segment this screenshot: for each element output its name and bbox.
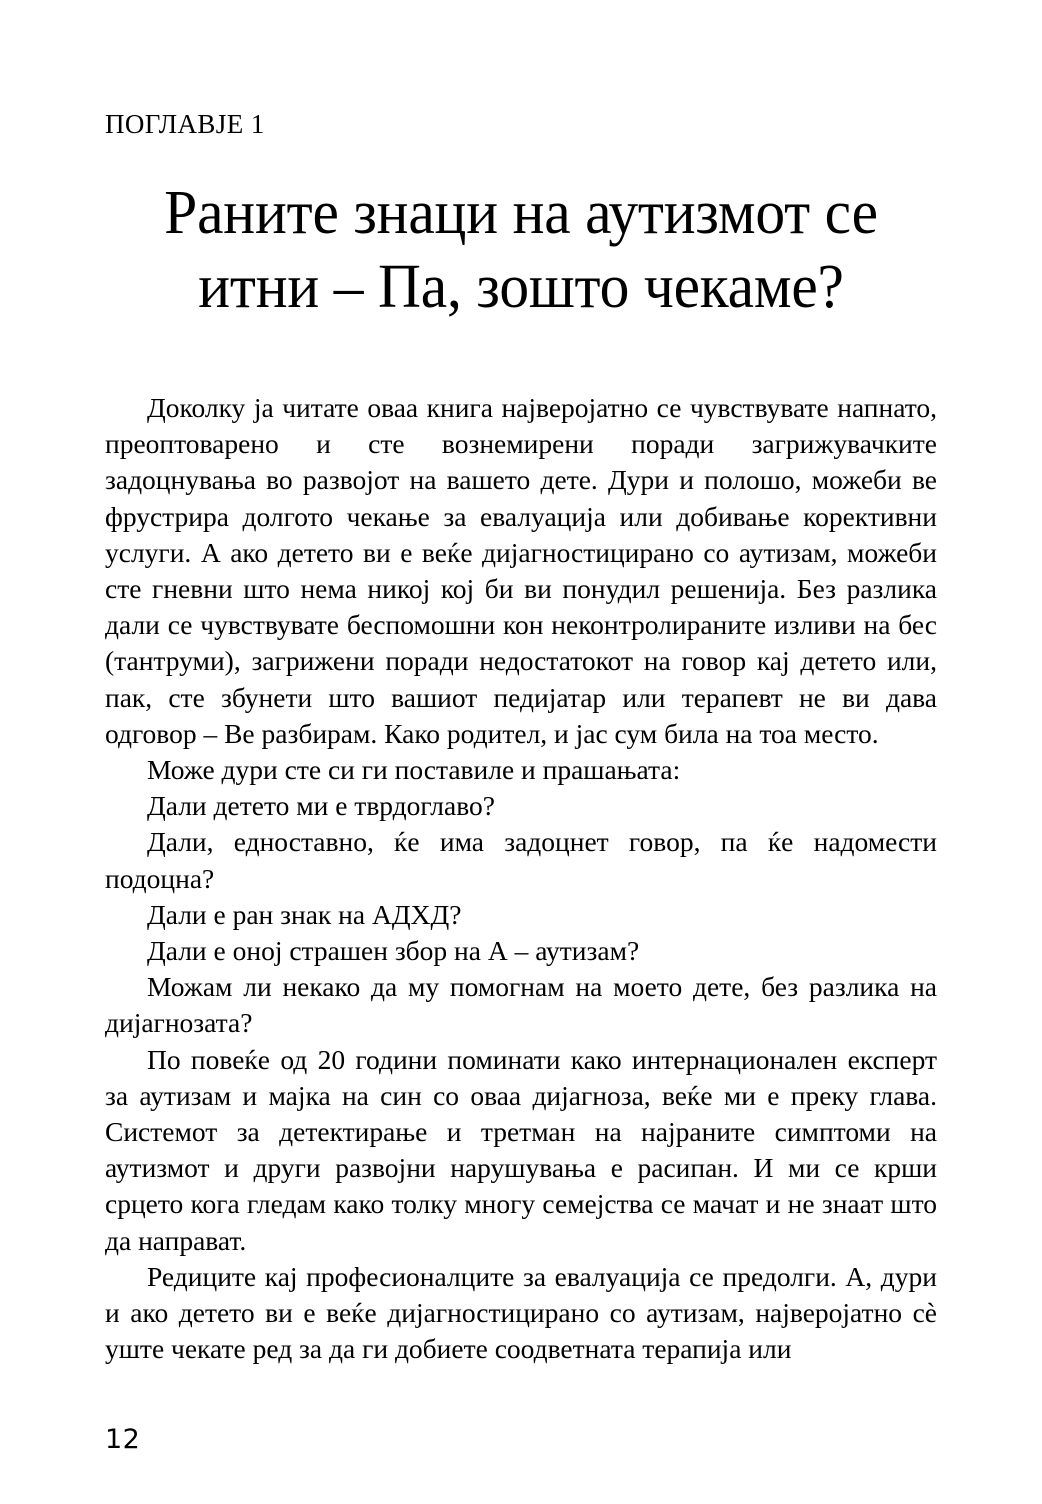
page-number: 12: [105, 1424, 141, 1455]
paragraph: Редиците кај професионалците за евалуација се предолги. А, дури и ако детето ви е веќе дијагностицирано со аутизам, најверојатно сѐ уште чекате ред за да ги добиете соодветната терапија или: [105, 1260, 937, 1365]
paragraph: Дали е ран знак на АДХД?: [147, 898, 462, 930]
paragraph: Дали детето ми е тврдоглаво?: [147, 790, 495, 822]
paragraph: Може дури сте си ги поставиле и прашањата:: [147, 754, 681, 786]
paragraph: Доколку ја читате оваа книга најверојатно се чувствувате напнато, преоптоварено и сте вознемирени поради загрижувачките задоцнувања во развојот на вашето дете. Дури и полошо, можеби ве фрустрира долгото чекање за евалуација или добивање корективни услуги. А ако детето ви е веќе дијагностицирано со аутизам, можеби сте гневни што нема никој кој би ви понудил решенија. Без разлика дали се чувствувате беспомошни кон неконтролираните изливи на бес (тантруми), загрижени поради недостатокот на говор кај детето или, пак, сте збунети што вашиот педијатар или терапевт не ви дава одговор – Ве разбирам. Како родител, и јас сум била на тоа место.: [105, 392, 937, 749]
page-title: [122, 176, 921, 324]
paragraph: По повеќе од 20 години поминати како интернационален експерт за аутизам и мајка на син со оваа дијагноза, веќе ми е преку глава. Системот за детектирање и третман на најраните симптоми на аутизмот и други развојни нарушувања е расипан. И ми се крши срцето кога гледам како толку многу семејства се мачат и не знаат што да направат.: [105, 1043, 937, 1256]
paragraph: Дали е оној страшен збор на А – аутизам?: [147, 935, 640, 967]
paragraph: Дали, едноставно, ќе има задоцнет говор, па ќе надомести подоцна?: [105, 826, 937, 894]
page-content: [105, 0, 937, 1367]
page-title-line-1: Раните знаци на аутизмот се: [164, 179, 878, 247]
paragraph: Можам ли некако да му помогнам на моето дете, без разлика на дијагнозата?: [105, 971, 937, 1039]
body-text: [105, 390, 937, 1367]
page-title-line-2: итни – Па, зошто чекаме?: [198, 253, 844, 321]
chapter-label: ПОГЛАВЈЕ 1: [105, 109, 265, 139]
